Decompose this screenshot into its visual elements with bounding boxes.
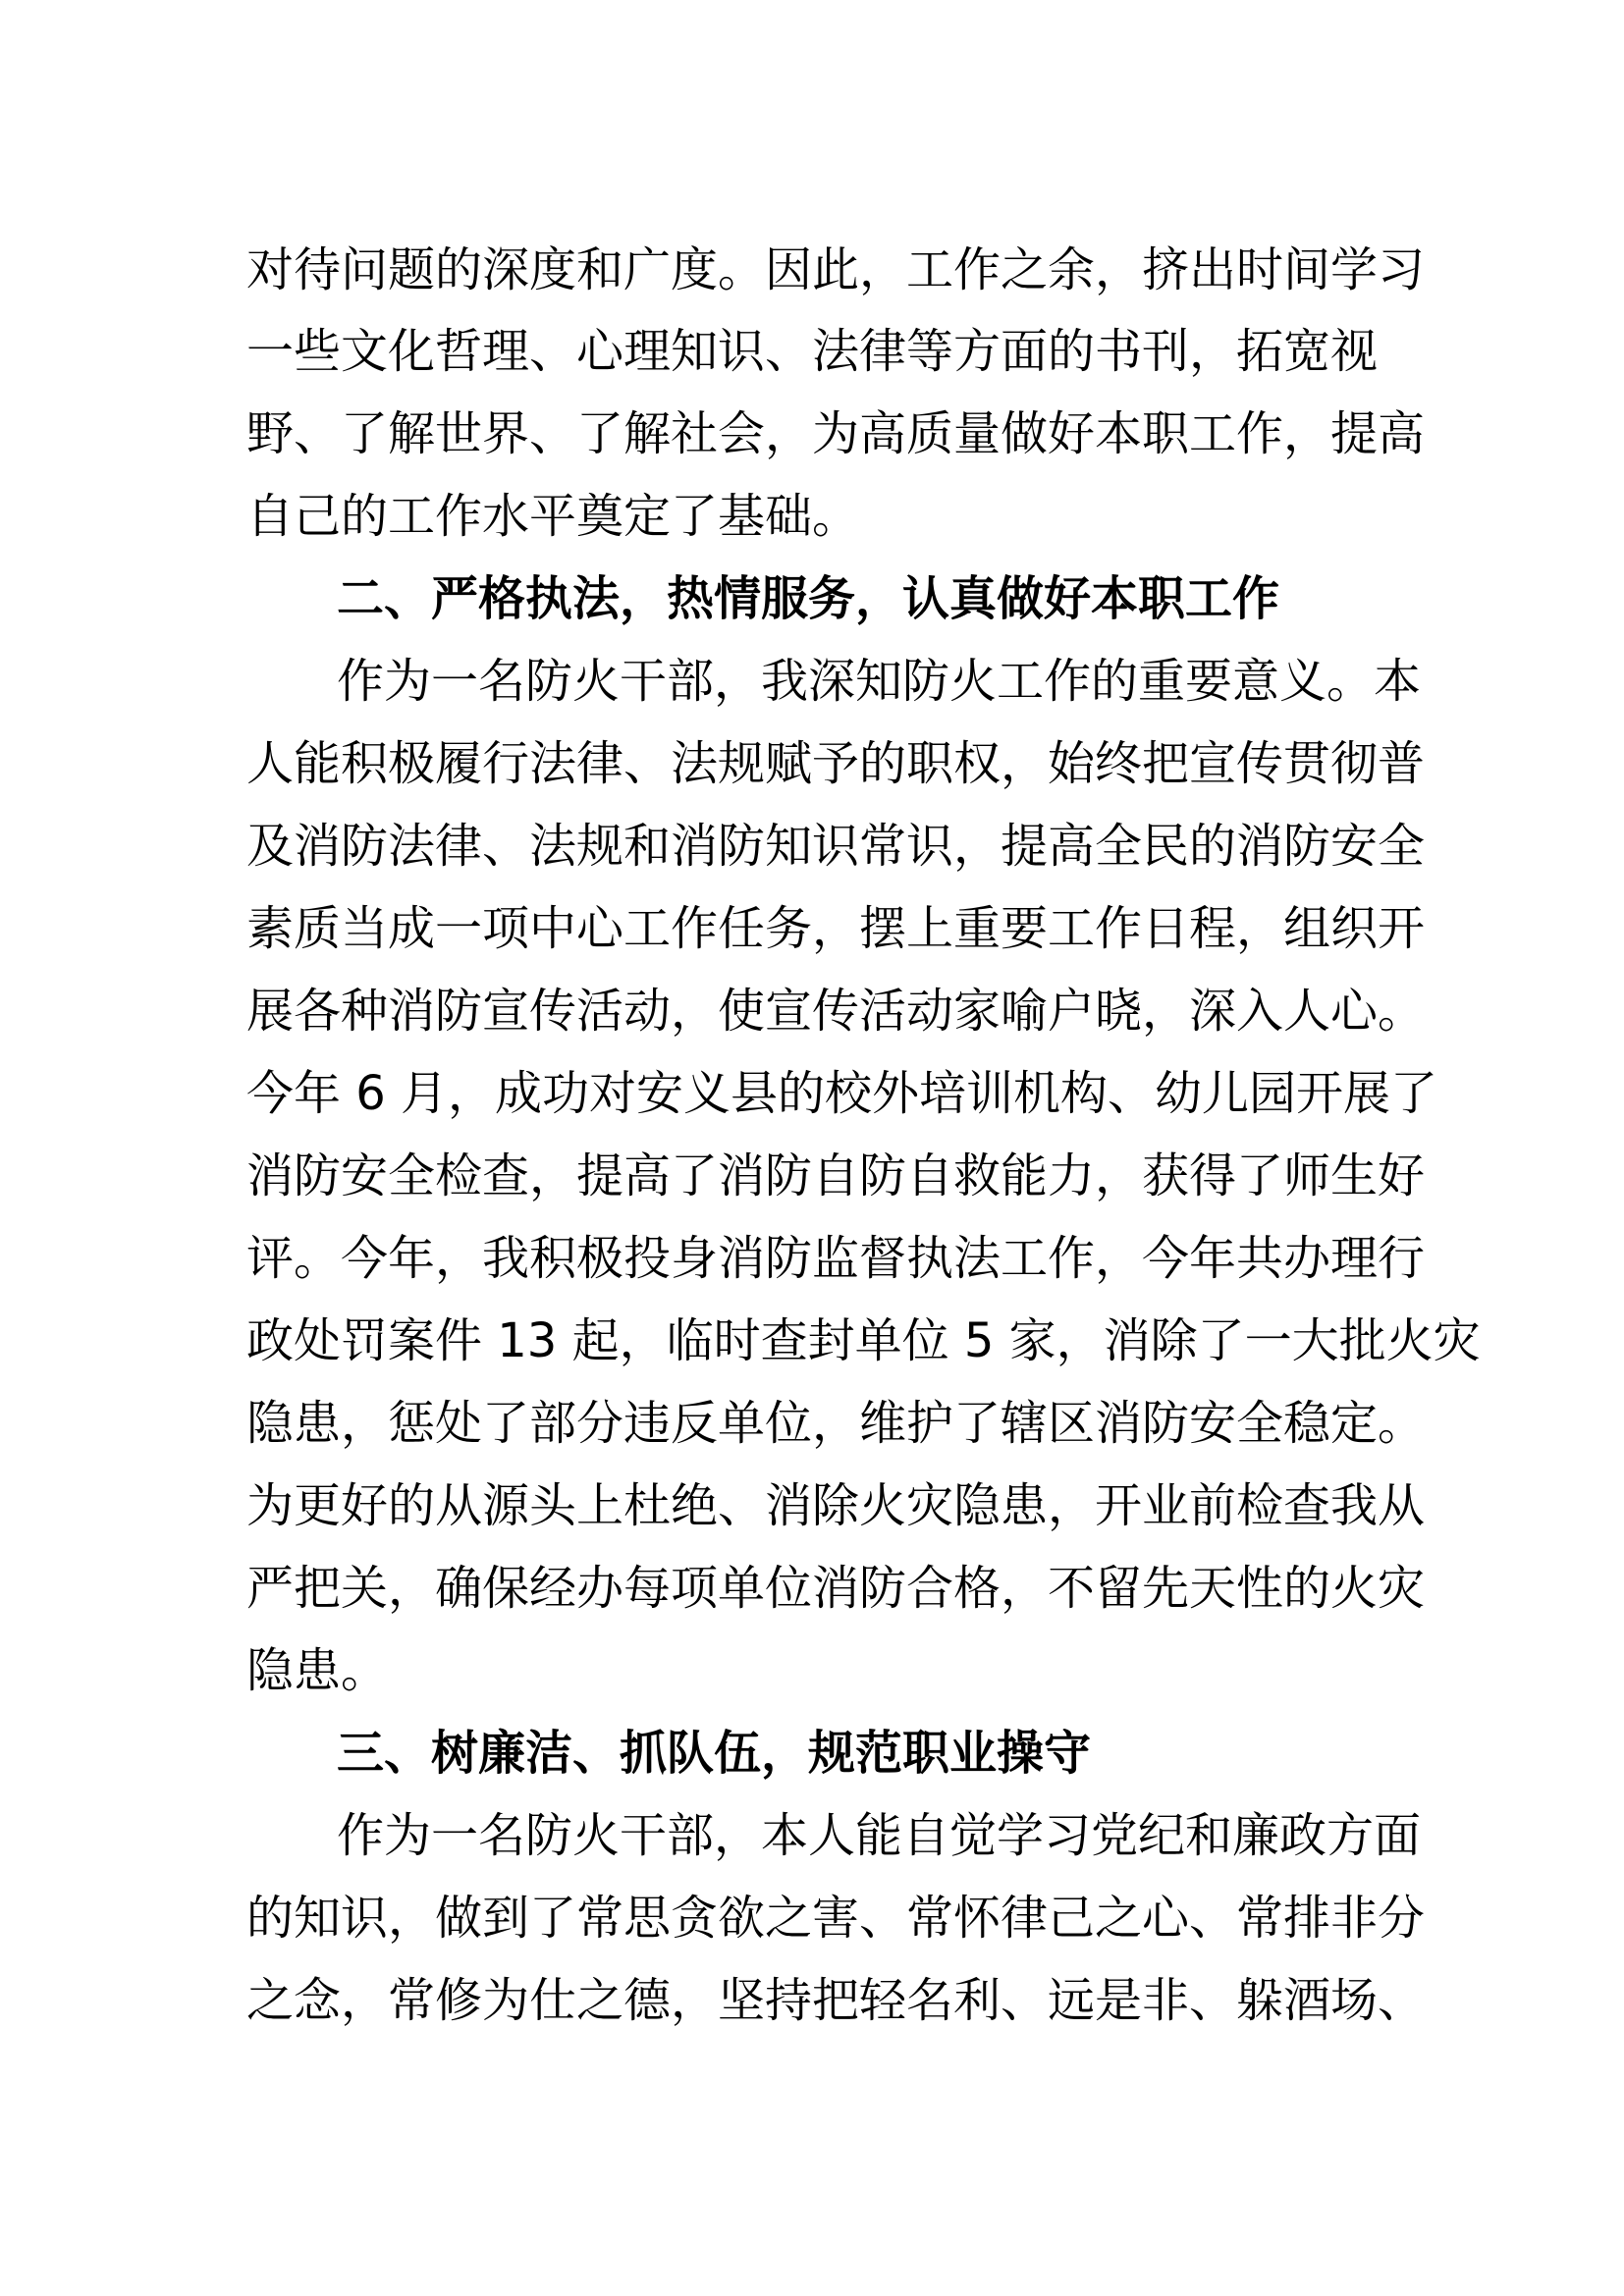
section-heading: 三、树廉洁、抓队伍，规范职业操守 <box>337 1726 1092 1781</box>
section-heading: 二、严格执法，热情服务，认真做好本职工作 <box>337 571 1280 626</box>
text-line: 的知识，做到了常思贪欲之害、常怀律己之心、常排非分 <box>246 1891 1426 1946</box>
text-line: 野、了解世界、了解社会，为高质量做好本职工作，提高 <box>246 406 1426 461</box>
text-line: 今年 6 月，成功对安义县的校外培训机构、幼儿园开展了 <box>246 1066 1438 1121</box>
text-line: 展各种消防宣传活动，使宣传活动家喻户晓，深入人心。 <box>246 984 1426 1039</box>
paragraph-first-line: 作为一名防火干部，我深知防火工作的重要意义。本 <box>337 654 1422 709</box>
text-line: 人能积极履行法律、法规赋予的职权，始终把宣传贯彻普 <box>246 736 1426 791</box>
text-line: 评。今年，我积极投身消防监督执法工作，今年共办理行 <box>246 1231 1426 1286</box>
text-line: 素质当成一项中心工作任务，摆上重要工作日程，组织开 <box>246 901 1426 956</box>
text-line: 之念，常修为仕之德，坚持把轻名利、远是非、躲酒场、 <box>246 1973 1426 2028</box>
text-line: 隐患。 <box>246 1643 389 1698</box>
text-line: 隐患，惩处了部分违反单位，维护了辖区消防安全稳定。 <box>246 1396 1426 1451</box>
text-line: 对待问题的深度和广度。因此，工作之余，挤出时间学习 <box>246 242 1426 297</box>
text-line: 自己的工作水平奠定了基础。 <box>246 489 860 544</box>
text-line: 政处罚案件 13 起，临时查封单位 5 家，消除了一大批火灾 <box>246 1313 1481 1368</box>
paragraph-first-line: 作为一名防火干部，本人能自觉学习党纪和廉政方面 <box>337 1808 1422 1863</box>
text-line: 严把关，确保经办每项单位消防合格，不留先天性的火灾 <box>246 1561 1426 1616</box>
text-line: 消防安全检查，提高了消防自防自救能力，获得了师生好 <box>246 1148 1426 1203</box>
text-line: 一些文化哲理、心理知识、法律等方面的书刊，拓宽视 <box>246 324 1379 379</box>
text-line: 及消防法律、法规和消防知识常识，提高全民的消防安全 <box>246 819 1426 874</box>
text-line: 为更好的从源头上杜绝、消除火灾隐患，开业前检查我从 <box>246 1478 1426 1533</box>
